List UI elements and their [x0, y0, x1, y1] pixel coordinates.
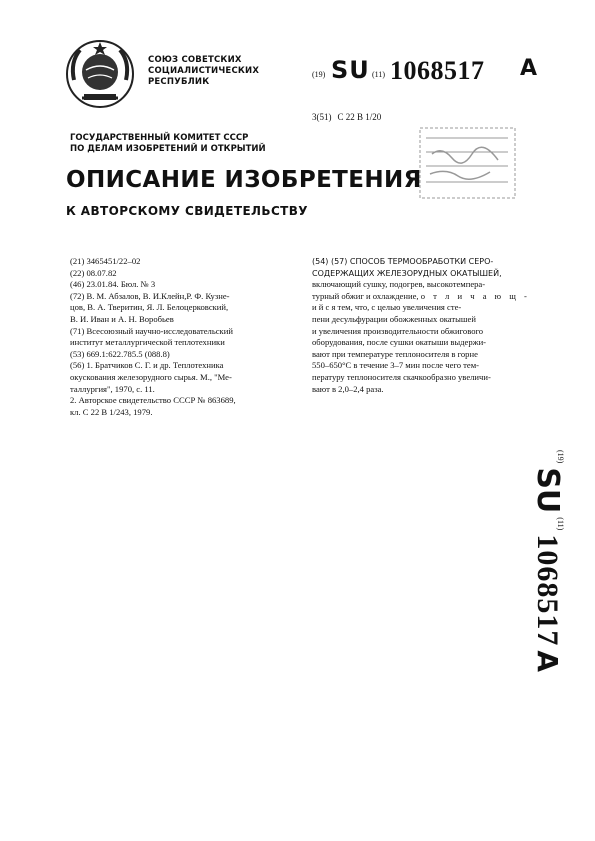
biblio-line: (72) В. М. Абзалов, В. И.Клейн,Р. Ф. Кузне-: [70, 290, 230, 301]
biblio-line: (56) 1. Братчиков С. Г. и др. Теплотехника: [70, 360, 224, 371]
document-subtitle: К АВТОРСКОМУ СВИДЕТЕЛЬСТВУ: [66, 204, 308, 218]
abstract-spaced-word: о т л и ч а ю щ -: [420, 290, 530, 301]
abstract-line: 550–650°С в течение 3–7 мин после чего тем-: [312, 360, 480, 371]
patent-number-block: [312, 58, 542, 88]
union-line: СОЦИАЛИСТИЧЕСКИХ: [148, 66, 260, 76]
abstract-line: вают при температуре теплоносителя в горне: [312, 348, 478, 359]
biblio-line: (53) 669.1:622.785.5 (088.8): [70, 348, 170, 359]
committee-line: ГОСУДАРСТВЕННЫЙ КОМИТЕТ СССР: [70, 133, 249, 143]
side-patent-kind: A: [531, 650, 564, 672]
biblio-line: (21) 3465451/22–02: [70, 256, 141, 266]
code-11: (11): [372, 70, 386, 79]
biblio-line: (22) 08.07.82: [70, 267, 117, 278]
biblio-line: В. И. Иван и А. Н. Воробьев: [70, 313, 174, 324]
union-line: СОЮЗ СОВЕТСКИХ: [148, 55, 242, 65]
abstract-line: вают в 2,0–2,4 раза.: [312, 383, 384, 394]
biblio-line: (46) 23.01.84. Бюл. № 3: [70, 279, 156, 290]
abstract-line: включающий сушку, подогрев, высокотемпера-: [312, 279, 486, 290]
abstract-line: и й с я тем, что, с целью увеличения сте-: [312, 302, 462, 313]
biblio-line: 2. Авторское свидетельство СССР № 863689,: [70, 395, 236, 406]
abstract-line: [312, 291, 544, 303]
patent-number: 1068517: [390, 56, 485, 85]
side-code-11: (11): [556, 517, 565, 531]
ipc-value: С 22 В 1/20: [337, 112, 382, 122]
country-code: SU: [331, 56, 370, 84]
union-line: РЕСПУБЛИК: [148, 77, 210, 87]
committee-name: [70, 133, 266, 155]
abstract-line: и увеличения производительности обжигового: [312, 325, 484, 336]
abstract-heading-line: (54) (57) СПОСОБ ТЕРМООБРАБОТКИ СЕРО-: [312, 257, 494, 266]
union-name: [148, 55, 259, 88]
committee-line: ПО ДЕЛАМ ИЗОБРЕТЕНИЙ И ОТКРЫТИЙ: [70, 144, 266, 154]
ussr-emblem-icon: [62, 36, 138, 112]
biblio-line: институт металлургической теплотехники: [70, 337, 225, 348]
document-title: ОПИСАНИЕ ИЗОБРЕТЕНИЯ: [66, 167, 422, 193]
patent-kind: A: [520, 56, 538, 81]
side-country-code: SU: [530, 467, 565, 514]
ipc-code: 3(51): [312, 112, 332, 122]
side-patent-number-value: 1068517: [531, 534, 564, 647]
biblio-line: (71) Всесоюзный научно-исследовательский: [70, 325, 233, 336]
abstract: [312, 256, 544, 395]
abstract-line: оборудования, после сушки окатыши выдержи-: [312, 337, 487, 348]
abstract-line: пературу теплоносителя скачкообразно увеличи-: [312, 371, 491, 382]
bibliographic-data: [70, 256, 295, 418]
side-code-19: (19): [556, 450, 565, 464]
abstract-heading-line: СОДЕРЖАЩИХ ЖЕЛЕЗОРУДНЫХ ОКАТЫШЕЙ,: [312, 268, 502, 278]
ipc-classification: [312, 112, 381, 122]
library-stamp-icon: [412, 124, 522, 204]
biblio-line: цов, В. А. Тверитин, Я. Л. Белоцерковский,: [70, 302, 229, 313]
abstract-line-text: турный обжиг и охлаждение,: [312, 290, 419, 301]
biblio-line: кл. С 22 В 1/243, 1979.: [70, 406, 153, 417]
biblio-line: таллургия", 1970, с. 11.: [70, 383, 155, 394]
abstract-line: пени десульфурации обожженных окатышей: [312, 313, 476, 324]
code-19: (19): [312, 70, 326, 79]
biblio-line: окускования железорудного сырья. М., "Ме-: [70, 371, 232, 382]
